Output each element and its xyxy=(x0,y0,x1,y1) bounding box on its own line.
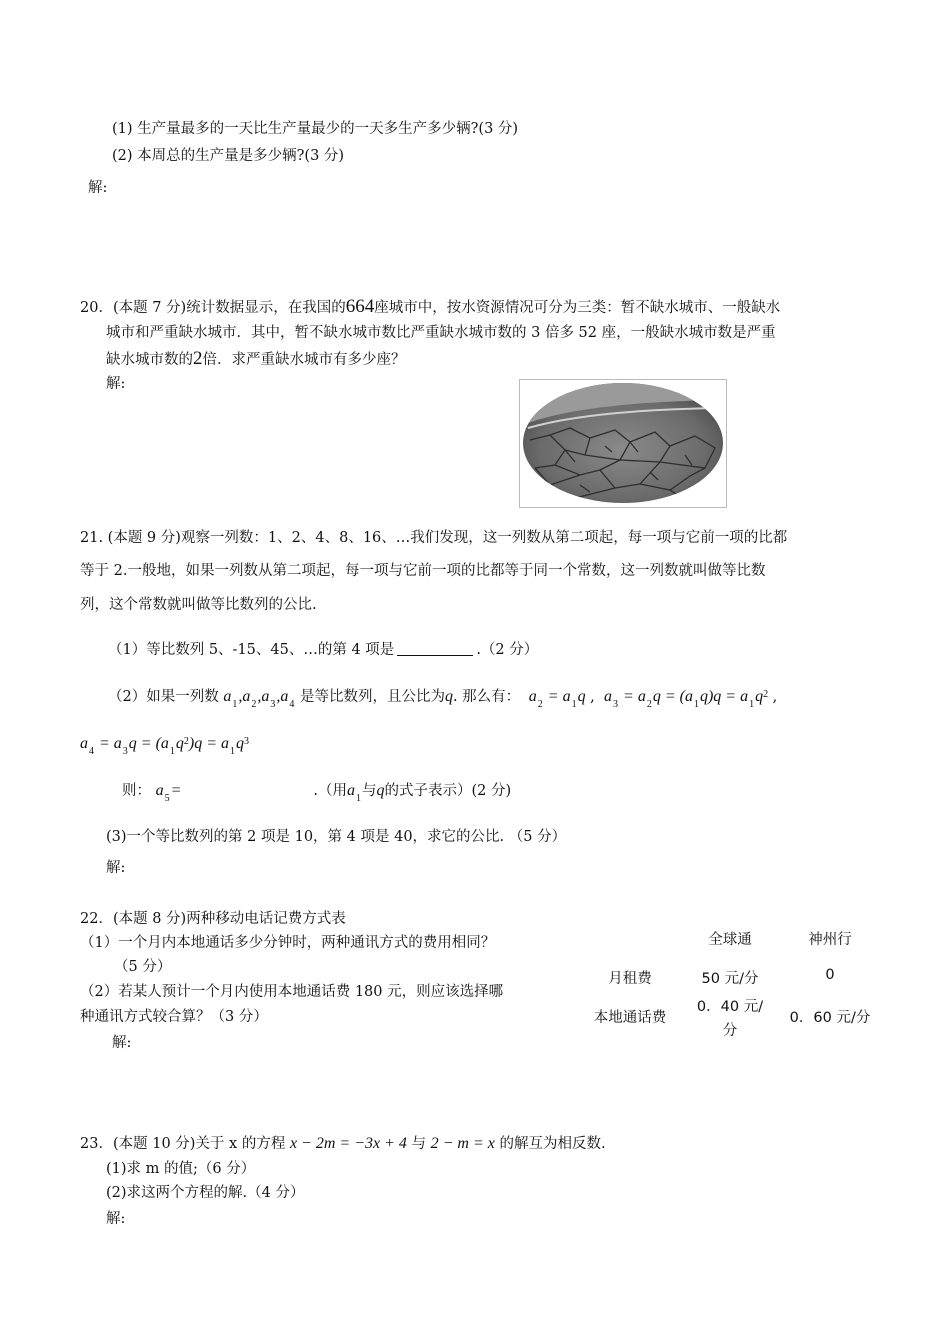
q23-sub1: (1)求 m 的值;（6 分） xyxy=(106,1161,256,1177)
table-cell-local-call-quanqiutong-line1: 0．40 元/ xyxy=(696,999,764,1015)
table-cell-local-call-quanqiutong-line2: 分 xyxy=(722,1023,738,1039)
q19-sub2: (2) 本周总的生产量是多少辆?(3 分) xyxy=(112,148,345,164)
q20-line2: 城市和严重缺水城市．其中，暂不缺水城市数比严重缺水城市数的 3 倍多 52 座，一般缺水城市数是严重 xyxy=(106,325,776,341)
sequence-terms-formula: $a_1,a_2,a_3,a_4$ xyxy=(223,688,295,710)
equation-2: 2 − m = x xyxy=(430,1135,495,1152)
q21-sub1-answer-blank[interactable] xyxy=(397,641,473,656)
q22-answer-label: 解: xyxy=(112,1035,132,1051)
a2-formula: $a_2 = a_1q$ xyxy=(524,688,586,710)
q20-line1: 20．(本题 7 分)统计数据显示，在我国的664座城市中，按水资源情况可分为三类：暂不缺水城市、一般缺水 xyxy=(80,296,781,317)
table-cell-monthly-fee-shenzhouxing: 0 xyxy=(825,967,835,983)
q19-sub1: (1) 生产量最多的一天比生产量最少的一天多生产多少辆?(3 分) xyxy=(112,121,519,137)
q22-sub2-a: （2）若某人预计一个月内使用本地通话费 180 元，则应该选择哪 xyxy=(80,984,504,1000)
cracked-earth-illustration xyxy=(520,380,726,507)
q22-sub1-b: （5 分） xyxy=(114,959,172,975)
q20-answer-label: 解: xyxy=(106,376,126,392)
q21-sub1: （1）等比数列 5、-15、45、…的第 4 项是 .（2 分） xyxy=(108,642,539,658)
drought-cracked-earth-image xyxy=(519,379,727,508)
q22-line1: 22．(本题 8 分)两种移动电话记费方式表 xyxy=(80,911,346,927)
q21-answer-label: 解: xyxy=(106,860,126,876)
table-row-local-call-label: 本地通话费 xyxy=(593,1010,667,1026)
q21-sub2: （2）如果一列数 $a_1,a_2,a_3,a_4$ 是等比数列，且公比为q. 那么有： $a_2 = a_1q$ , $a_3 = a_2q = (a_1q)q = a_1q^2$ , xyxy=(108,688,778,710)
q21-sub2b: 则： $a_5=$ .（用$a_1$与q的式子表示）(2 分) xyxy=(122,782,512,804)
q19-answer-label: 解: xyxy=(88,180,108,196)
table-row-monthly-fee-label: 月租费 xyxy=(608,971,652,987)
q21-line1: 21. (本题 9 分)观察一列数：1、2、4、8、16、…我们发现，这一列数从第二项起，每一项与它前一项的比都 xyxy=(80,530,788,546)
q20-line3: 缺水城市数的2倍．求严重缺水城市有多少座？ xyxy=(106,348,406,369)
q21-line3: 列，这个常数就叫做等比数列的公比. xyxy=(80,597,317,613)
q21-sub3: (3)一个等比数列的第 2 项是 10，第 4 项是 40，求它的公比. （5 分） xyxy=(106,829,567,845)
a5-formula: $a_5=$ xyxy=(155,782,182,804)
q21-line2: 等于 2.一般地，如果一列数从第二项起，每一项与它前一项的比都等于同一个常数，这一列数就叫做等比数 xyxy=(80,563,766,579)
a3-formula: $a_3 = a_2q = (a_1q)q = a_1q^2$ xyxy=(604,688,769,710)
table-header-shenzhouxing: 神州行 xyxy=(808,932,852,948)
table-header-quanqiutong: 全球通 xyxy=(708,932,752,948)
q22-sub2-b: 种通讯方式较合算？（3 分） xyxy=(80,1009,268,1025)
q22-sub1-a: （1）一个月内本地通话多少分钟时，两种通讯方式的费用相同？ xyxy=(80,935,496,951)
q21-a4-formula: $a_4 = a_3q = (a_1q^2)q = a_1q^3$ xyxy=(80,735,250,757)
table-cell-monthly-fee-quanqiutong: 50 元/分 xyxy=(701,971,759,987)
table-cell-local-call-shenzhouxing: 0．60 元/分 xyxy=(789,1010,871,1026)
equation-1: x − 2m = −3x + 4 xyxy=(289,1135,407,1152)
q23-line1: 23．(本题 10 分)关于 x 的方程 x − 2m = −3x + 4 与 2 − m = x 的解互为相反数. xyxy=(80,1135,606,1152)
q23-sub2: (2)求这两个方程的解.（4 分） xyxy=(106,1185,305,1201)
q23-answer-label: 解: xyxy=(106,1211,126,1227)
